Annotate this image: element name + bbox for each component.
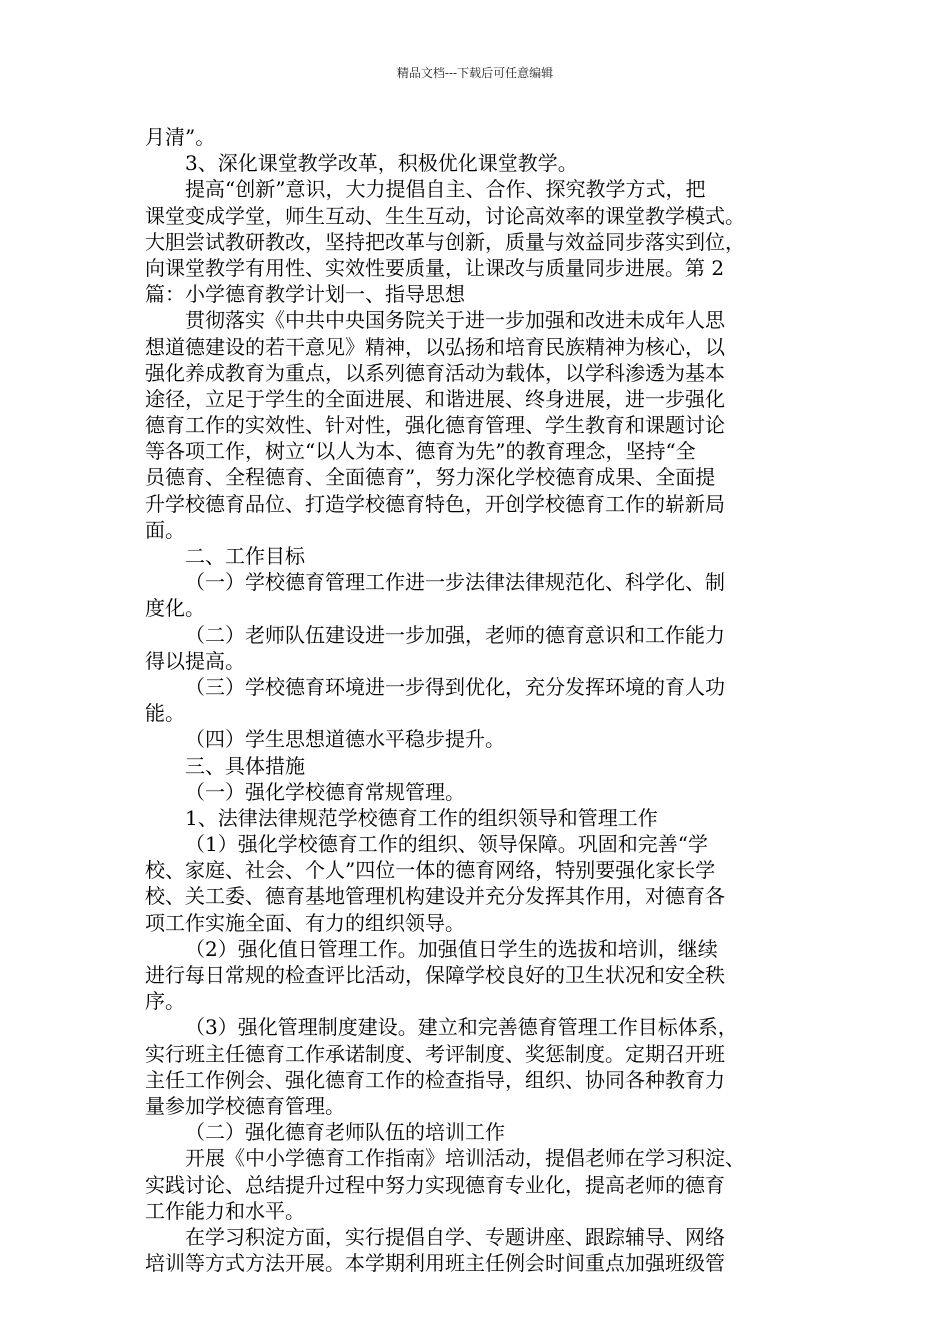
text-line: 实行班主任德育工作承诺制度、考评制度、奖惩制度。定期召开班 bbox=[145, 1041, 725, 1066]
text-line: （二）老师队伍建设进一步加强，老师的德育意识和工作能力 bbox=[185, 622, 725, 647]
text-line: 途径，立足于学生的全面进展、和谐进展、终身进展，进一步强化 bbox=[145, 386, 725, 411]
text-line: 贯彻落实《中共中央国务院关于进一步加强和改进未成年人思 bbox=[185, 308, 725, 333]
text-line: 等各项工作，树立“以人为本、德育为先”的教育理念，坚持“全 bbox=[145, 439, 696, 464]
text-line: （3）强化管理制度建设。建立和完善德育管理工作目标体系， bbox=[185, 1015, 738, 1040]
text-line: 开展《中小学德育工作指南》培训活动，提倡老师在学习积淀、 bbox=[185, 1146, 745, 1171]
text-line: 进行每日常规的检查评比活动，保障学校良好的卫生状况和安全秩 bbox=[145, 963, 725, 987]
text-line: 主任工作例会、强化德育工作的检查指导，组织、协同各种教育力 bbox=[145, 1067, 725, 1092]
text-line: （一）强化学校德育常规管理。 bbox=[185, 779, 465, 804]
text-line: 升学校德育品位、打造学校德育特色，开创学校德育工作的崭新局 bbox=[145, 491, 725, 516]
text-line: （一）学校德育管理工作进一步法律法律规范化、科学化、制 bbox=[185, 570, 725, 595]
text-line: （1）强化学校德育工作的组织、领导保障。巩固和完善“学 bbox=[185, 832, 708, 857]
text-line: 序。 bbox=[145, 989, 185, 1014]
text-line: 想道德建设的若干意见》精神，以弘扬和培育民族精神为核心，以 bbox=[145, 334, 725, 359]
page-header: 精品文档---下载后可任意编辑 bbox=[396, 66, 554, 80]
text-line: 校、家庭、社会、个人”四位一体的德育网络，特别要强化家长学 bbox=[145, 858, 716, 883]
text-line: （二）强化德育老师队伍的培训工作 bbox=[185, 1120, 505, 1145]
text-line: 能。 bbox=[145, 701, 185, 726]
text-line: 课堂变成学堂，师生互动、生生互动，讨论高效率的课堂教学模式。 bbox=[145, 203, 745, 228]
text-line: 面。 bbox=[145, 517, 185, 542]
text-line: 大胆尝试教研教改，坚持把改革与创新，质量与效益同步落实到位， bbox=[145, 229, 745, 254]
text-line: （2）强化值日管理工作。加强值日学生的选拔和培训，继续 bbox=[185, 936, 718, 961]
text-line: 篇：小学德育教学计划一、指导思想 bbox=[145, 282, 465, 307]
document-body bbox=[145, 124, 825, 1276]
text-line: 1、法律法律规范学校德育工作的组织领导和管理工作 bbox=[185, 805, 658, 830]
text-line: 在学习积淀方面，实行提倡自学、专题讲座、跟踪辅导、网络 bbox=[185, 1224, 725, 1249]
text-line: 向课堂教学有用性、实效性要质量，让课改与质量同步进展。第 2 bbox=[145, 255, 725, 280]
text-line: （四）学生思想道德水平稳步提升。 bbox=[185, 727, 505, 752]
text-line: 强化养成教育为重点，以系列德育活动为载体，以学科渗透为基本 bbox=[145, 360, 725, 385]
text-line: 月清”。 bbox=[145, 125, 216, 149]
text-line: 员德育、全程德育、全面德育”，努力深化学校德育成果、全面提 bbox=[145, 465, 716, 490]
text-line: 二、工作目标 bbox=[185, 544, 305, 568]
text-line: 得以提高。 bbox=[145, 648, 245, 673]
text-line: 工作能力和水平。 bbox=[145, 1198, 305, 1223]
text-line: 培训等方式方法开展。本学期利用班主任例会时间重点加强班级管 bbox=[145, 1251, 725, 1276]
text-line: 校、关工委、德育基地管理机构建设并充分发挥其作用，对德育各 bbox=[145, 884, 725, 909]
text-line: 德育工作的实效性、针对性，强化德育管理、学生教育和课题讨论 bbox=[145, 413, 725, 438]
text-line: 量参加学校德育管理。 bbox=[145, 1093, 345, 1118]
text-line: 提高“创新”意识，大力提倡自主、合作、探究教学方式，把 bbox=[185, 177, 706, 202]
text-line: 项工作实施全面、有力的组织领导。 bbox=[145, 910, 465, 935]
text-line: 三、具体措施 bbox=[185, 753, 305, 778]
text-line: 度化。 bbox=[145, 596, 205, 621]
text-line: （三）学校德育环境进一步得到优化，充分发挥环境的育人功 bbox=[185, 674, 725, 699]
text-line: 3、深化课堂教学改革，积极优化课堂教学。 bbox=[185, 151, 578, 176]
text-line: 实践讨论、总结提升过程中努力实现德育专业化，提高老师的德育 bbox=[145, 1172, 725, 1197]
